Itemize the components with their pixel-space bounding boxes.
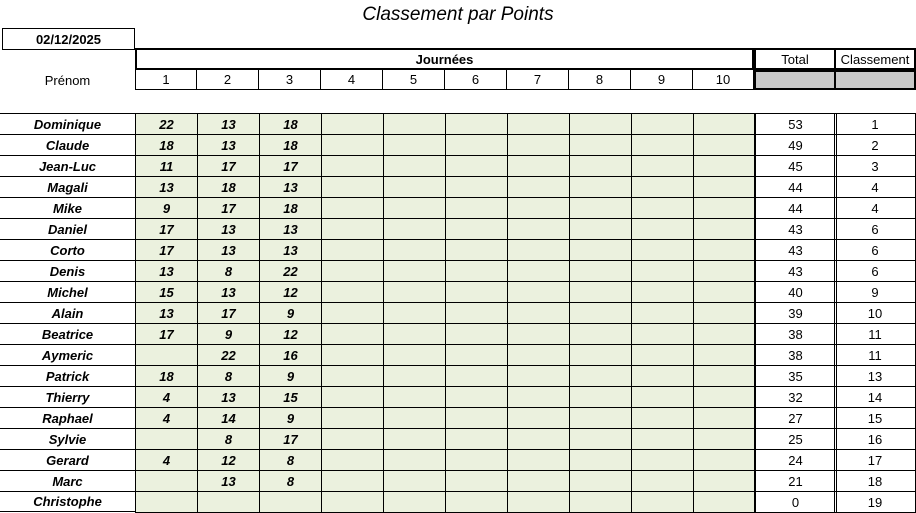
score-cell-day-2[interactable]: 13 xyxy=(197,239,260,261)
score-cell-day-8[interactable] xyxy=(569,155,632,177)
classement-header[interactable]: Classement xyxy=(834,48,916,70)
score-cell-day-1[interactable]: 9 xyxy=(135,197,198,219)
score-cell-day-6[interactable] xyxy=(445,176,508,198)
score-cell-day-5[interactable] xyxy=(383,491,446,513)
player-name[interactable]: Michel xyxy=(0,281,135,302)
score-cell-day-1[interactable]: 17 xyxy=(135,239,198,261)
score-cell-day-6[interactable] xyxy=(445,281,508,303)
score-cell-day-7[interactable] xyxy=(507,218,570,240)
score-cell-day-8[interactable] xyxy=(569,134,632,156)
score-cell-day-10[interactable] xyxy=(693,449,756,471)
score-cell-day-9[interactable] xyxy=(631,386,694,408)
total-cell[interactable]: 43 xyxy=(754,260,837,282)
score-cell-day-10[interactable] xyxy=(693,386,756,408)
score-cell-day-8[interactable] xyxy=(569,386,632,408)
score-cell-day-7[interactable] xyxy=(507,344,570,366)
score-cell-day-2[interactable]: 18 xyxy=(197,176,260,198)
sheet-title: Classement par Points xyxy=(362,4,554,25)
rank-cell[interactable]: 3 xyxy=(834,155,916,177)
score-cell-day-2[interactable]: 13 xyxy=(197,113,260,135)
player-name[interactable]: Raphael xyxy=(0,407,135,428)
table-row xyxy=(0,176,916,197)
total-cell[interactable]: 24 xyxy=(754,449,837,471)
score-cell-day-4[interactable] xyxy=(321,302,384,324)
score-cell-day-7[interactable] xyxy=(507,281,570,303)
score-cell-day-2[interactable]: 13 xyxy=(197,218,260,240)
score-cell-day-1[interactable] xyxy=(135,344,198,366)
score-cell-day-5[interactable] xyxy=(383,449,446,471)
day-header-4[interactable]: 4 xyxy=(321,70,383,90)
score-cell-day-3[interactable]: 17 xyxy=(259,155,322,177)
journees-header[interactable]: Journées xyxy=(135,48,754,70)
score-cell-day-3[interactable]: 12 xyxy=(259,323,322,345)
score-cell-day-9[interactable] xyxy=(631,365,694,387)
score-cell-day-1[interactable] xyxy=(135,470,198,492)
rank-cell[interactable]: 6 xyxy=(834,239,916,261)
total-cell[interactable]: 53 xyxy=(754,113,837,135)
rank-cell[interactable]: 2 xyxy=(834,134,916,156)
rank-cell[interactable]: 10 xyxy=(834,302,916,324)
score-cell-day-5[interactable] xyxy=(383,218,446,240)
total-cell[interactable]: 49 xyxy=(754,134,837,156)
score-cell-day-8[interactable] xyxy=(569,113,632,135)
score-cell-day-1[interactable]: 4 xyxy=(135,407,198,429)
score-cell-day-8[interactable] xyxy=(569,176,632,198)
table-row xyxy=(0,323,916,344)
score-cell-day-5[interactable] xyxy=(383,134,446,156)
score-cell-day-3[interactable]: 18 xyxy=(259,113,322,135)
score-cell-day-6[interactable] xyxy=(445,134,508,156)
total-cell[interactable]: 27 xyxy=(754,407,837,429)
score-cell-day-10[interactable] xyxy=(693,491,756,513)
score-cell-day-2[interactable]: 9 xyxy=(197,323,260,345)
score-cell-day-3[interactable]: 22 xyxy=(259,260,322,282)
score-cell-day-8[interactable] xyxy=(569,428,632,450)
score-cell-day-9[interactable] xyxy=(631,344,694,366)
day-header-6[interactable]: 6 xyxy=(445,70,507,90)
day-header-1[interactable]: 1 xyxy=(135,70,197,90)
score-cell-day-4[interactable] xyxy=(321,239,384,261)
score-cell-day-4[interactable] xyxy=(321,176,384,198)
score-cell-day-6[interactable] xyxy=(445,365,508,387)
score-cell-day-5[interactable] xyxy=(383,281,446,303)
score-cell-day-9[interactable] xyxy=(631,197,694,219)
score-cell-day-7[interactable] xyxy=(507,365,570,387)
date-cell[interactable]: 02/12/2025 xyxy=(2,28,135,50)
score-cell-day-5[interactable] xyxy=(383,197,446,219)
rank-cell[interactable]: 1 xyxy=(834,113,916,135)
score-cell-day-5[interactable] xyxy=(383,113,446,135)
score-cell-day-4[interactable] xyxy=(321,449,384,471)
score-cell-day-8[interactable] xyxy=(569,470,632,492)
score-cell-day-6[interactable] xyxy=(445,491,508,513)
score-cell-day-6[interactable] xyxy=(445,428,508,450)
score-cell-day-1[interactable]: 4 xyxy=(135,449,198,471)
score-cell-day-10[interactable] xyxy=(693,218,756,240)
score-cell-day-5[interactable] xyxy=(383,386,446,408)
rank-cell[interactable]: 13 xyxy=(834,365,916,387)
score-cell-day-2[interactable]: 8 xyxy=(197,428,260,450)
score-cell-day-8[interactable] xyxy=(569,365,632,387)
score-cell-day-9[interactable] xyxy=(631,407,694,429)
rank-cell[interactable]: 17 xyxy=(834,449,916,471)
score-cell-day-1[interactable]: 13 xyxy=(135,260,198,282)
total-cell[interactable]: 44 xyxy=(754,176,837,198)
table-row xyxy=(0,470,916,491)
score-cell-day-10[interactable] xyxy=(693,239,756,261)
table-row xyxy=(0,407,916,428)
score-cell-day-5[interactable] xyxy=(383,407,446,429)
score-cell-day-1[interactable]: 13 xyxy=(135,176,198,198)
table-row xyxy=(0,281,916,302)
score-cell-day-8[interactable] xyxy=(569,302,632,324)
score-cell-day-9[interactable] xyxy=(631,155,694,177)
rank-cell[interactable]: 16 xyxy=(834,428,916,450)
rank-cell[interactable]: 19 xyxy=(834,491,916,513)
score-cell-day-4[interactable] xyxy=(321,365,384,387)
score-cell-day-4[interactable] xyxy=(321,428,384,450)
score-cell-day-4[interactable] xyxy=(321,218,384,240)
score-cell-day-9[interactable] xyxy=(631,134,694,156)
score-cell-day-1[interactable]: 11 xyxy=(135,155,198,177)
score-cell-day-3[interactable]: 18 xyxy=(259,197,322,219)
score-cell-day-4[interactable] xyxy=(321,134,384,156)
score-cell-day-9[interactable] xyxy=(631,428,694,450)
day-header-7[interactable]: 7 xyxy=(507,70,569,90)
score-cell-day-1[interactable]: 13 xyxy=(135,302,198,324)
rank-cell[interactable]: 18 xyxy=(834,470,916,492)
table-row xyxy=(0,197,916,218)
score-cell-day-7[interactable] xyxy=(507,260,570,282)
table-row xyxy=(0,386,916,407)
score-cell-day-6[interactable] xyxy=(445,302,508,324)
score-cell-day-1[interactable]: 17 xyxy=(135,323,198,345)
score-cell-day-4[interactable] xyxy=(321,344,384,366)
day-header-8[interactable]: 8 xyxy=(569,70,631,90)
total-cell[interactable]: 44 xyxy=(754,197,837,219)
total-cell[interactable]: 32 xyxy=(754,386,837,408)
score-cell-day-7[interactable] xyxy=(507,197,570,219)
player-name[interactable]: Patrick xyxy=(0,365,135,386)
prenom-header[interactable]: Prénom xyxy=(44,72,91,88)
score-cell-day-6[interactable] xyxy=(445,197,508,219)
score-cell-day-6[interactable] xyxy=(445,344,508,366)
player-name[interactable]: Claude xyxy=(0,134,135,155)
score-cell-day-4[interactable] xyxy=(321,407,384,429)
score-cell-day-7[interactable] xyxy=(507,134,570,156)
score-cell-day-10[interactable] xyxy=(693,281,756,303)
score-cell-day-8[interactable] xyxy=(569,260,632,282)
score-cell-day-9[interactable] xyxy=(631,323,694,345)
score-cell-day-3[interactable]: 9 xyxy=(259,365,322,387)
score-cell-day-8[interactable] xyxy=(569,491,632,513)
score-cell-day-3[interactable]: 16 xyxy=(259,344,322,366)
score-cell-day-10[interactable] xyxy=(693,344,756,366)
score-cell-day-10[interactable] xyxy=(693,197,756,219)
score-cell-day-9[interactable] xyxy=(631,113,694,135)
total-cell[interactable]: 25 xyxy=(754,428,837,450)
score-cell-day-6[interactable] xyxy=(445,407,508,429)
score-cell-day-7[interactable] xyxy=(507,323,570,345)
score-cell-day-6[interactable] xyxy=(445,260,508,282)
table-row xyxy=(0,113,916,134)
score-cell-day-8[interactable] xyxy=(569,197,632,219)
score-cell-day-8[interactable] xyxy=(569,281,632,303)
day-header-5[interactable]: 5 xyxy=(383,70,445,90)
rank-cell[interactable]: 4 xyxy=(834,176,916,198)
score-cell-day-4[interactable] xyxy=(321,281,384,303)
score-cell-day-2[interactable]: 13 xyxy=(197,470,260,492)
score-cell-day-9[interactable] xyxy=(631,239,694,261)
day-header-9[interactable]: 9 xyxy=(631,70,693,90)
score-cell-day-3[interactable]: 13 xyxy=(259,218,322,240)
player-name[interactable]: Thierry xyxy=(0,386,135,407)
table-row xyxy=(0,491,916,512)
rank-cell[interactable]: 11 xyxy=(834,323,916,345)
score-cell-day-4[interactable] xyxy=(321,323,384,345)
score-cell-day-3[interactable]: 9 xyxy=(259,407,322,429)
score-cell-day-8[interactable] xyxy=(569,239,632,261)
score-cell-day-2[interactable]: 13 xyxy=(197,281,260,303)
score-cell-day-5[interactable] xyxy=(383,323,446,345)
score-cell-day-10[interactable] xyxy=(693,134,756,156)
score-cell-day-8[interactable] xyxy=(569,218,632,240)
score-cell-day-10[interactable] xyxy=(693,155,756,177)
score-cell-day-1[interactable]: 15 xyxy=(135,281,198,303)
table-row xyxy=(0,365,916,386)
score-cell-day-5[interactable] xyxy=(383,302,446,324)
score-cell-day-9[interactable] xyxy=(631,176,694,198)
score-cell-day-8[interactable] xyxy=(569,323,632,345)
score-cell-day-10[interactable] xyxy=(693,176,756,198)
score-cell-day-10[interactable] xyxy=(693,260,756,282)
table-row xyxy=(0,134,916,155)
rank-cell[interactable]: 6 xyxy=(834,260,916,282)
score-cell-day-2[interactable] xyxy=(197,491,260,513)
total-cell[interactable]: 43 xyxy=(754,239,837,261)
score-cell-day-9[interactable] xyxy=(631,302,694,324)
player-name[interactable]: Sylvie xyxy=(0,428,135,449)
player-name[interactable]: Aymeric xyxy=(0,344,135,365)
score-cell-day-2[interactable]: 22 xyxy=(197,344,260,366)
total-cell[interactable]: 43 xyxy=(754,218,837,240)
total-cell[interactable]: 0 xyxy=(754,491,837,513)
score-cell-day-3[interactable]: 9 xyxy=(259,302,322,324)
score-cell-day-2[interactable]: 13 xyxy=(197,386,260,408)
table-row xyxy=(0,218,916,239)
score-cell-day-5[interactable] xyxy=(383,344,446,366)
table-row xyxy=(0,239,916,260)
rank-cell[interactable]: 6 xyxy=(834,218,916,240)
score-cell-day-4[interactable] xyxy=(321,491,384,513)
score-cell-day-10[interactable] xyxy=(693,428,756,450)
table-row xyxy=(0,260,916,281)
score-cell-day-6[interactable] xyxy=(445,239,508,261)
player-name[interactable]: Denis xyxy=(0,260,135,281)
total-cell[interactable]: 40 xyxy=(754,281,837,303)
player-name[interactable]: Magali xyxy=(0,176,135,197)
table-row xyxy=(0,155,916,176)
score-cell-day-8[interactable] xyxy=(569,344,632,366)
player-name[interactable]: Christophe xyxy=(0,491,135,512)
rank-cell[interactable]: 9 xyxy=(834,281,916,303)
score-cell-day-2[interactable]: 8 xyxy=(197,365,260,387)
score-cell-day-9[interactable] xyxy=(631,491,694,513)
total-cell[interactable]: 45 xyxy=(754,155,837,177)
score-cell-day-9[interactable] xyxy=(631,449,694,471)
table-row xyxy=(0,302,916,323)
score-cell-day-7[interactable] xyxy=(507,449,570,471)
player-name[interactable]: Jean-Luc xyxy=(0,155,135,176)
score-cell-day-3[interactable]: 8 xyxy=(259,449,322,471)
score-cell-day-1[interactable]: 22 xyxy=(135,113,198,135)
score-cell-day-1[interactable]: 4 xyxy=(135,386,198,408)
score-cell-day-4[interactable] xyxy=(321,155,384,177)
score-cell-day-9[interactable] xyxy=(631,260,694,282)
rank-cell[interactable]: 11 xyxy=(834,344,916,366)
rank-cell[interactable]: 4 xyxy=(834,197,916,219)
score-cell-day-7[interactable] xyxy=(507,176,570,198)
player-name[interactable]: Alain xyxy=(0,302,135,323)
score-cell-day-8[interactable] xyxy=(569,449,632,471)
score-cell-day-7[interactable] xyxy=(507,113,570,135)
score-cell-day-1[interactable]: 17 xyxy=(135,218,198,240)
score-cell-day-2[interactable]: 8 xyxy=(197,260,260,282)
score-cell-day-3[interactable]: 12 xyxy=(259,281,322,303)
score-cell-day-4[interactable] xyxy=(321,113,384,135)
score-cell-day-9[interactable] xyxy=(631,470,694,492)
score-cell-day-5[interactable] xyxy=(383,260,446,282)
score-cell-day-7[interactable] xyxy=(507,239,570,261)
score-cell-day-1[interactable]: 18 xyxy=(135,365,198,387)
score-cell-day-3[interactable]: 18 xyxy=(259,134,322,156)
score-cell-day-7[interactable] xyxy=(507,386,570,408)
score-cell-day-7[interactable] xyxy=(507,407,570,429)
score-cell-day-7[interactable] xyxy=(507,491,570,513)
score-cell-day-2[interactable]: 17 xyxy=(197,197,260,219)
score-cell-day-2[interactable]: 17 xyxy=(197,302,260,324)
total-cell[interactable]: 35 xyxy=(754,365,837,387)
day-header-3[interactable]: 3 xyxy=(259,70,321,90)
player-name[interactable]: Mike xyxy=(0,197,135,218)
score-cell-day-4[interactable] xyxy=(321,386,384,408)
day-header-10[interactable]: 10 xyxy=(693,70,754,90)
score-cell-day-4[interactable] xyxy=(321,260,384,282)
score-cell-day-9[interactable] xyxy=(631,218,694,240)
total-cell[interactable]: 21 xyxy=(754,470,837,492)
total-cell[interactable]: 39 xyxy=(754,302,837,324)
score-cell-day-3[interactable]: 8 xyxy=(259,470,322,492)
score-cell-day-3[interactable] xyxy=(259,491,322,513)
rank-cell[interactable]: 15 xyxy=(834,407,916,429)
score-cell-day-1[interactable] xyxy=(135,491,198,513)
score-cell-day-1[interactable] xyxy=(135,428,198,450)
score-cell-day-10[interactable] xyxy=(693,470,756,492)
score-cell-day-1[interactable]: 18 xyxy=(135,134,198,156)
score-cell-day-4[interactable] xyxy=(321,470,384,492)
player-name[interactable]: Dominique xyxy=(0,113,135,134)
score-cell-day-2[interactable]: 13 xyxy=(197,134,260,156)
score-cell-day-5[interactable] xyxy=(383,176,446,198)
score-cell-day-3[interactable]: 13 xyxy=(259,239,322,261)
score-cell-day-6[interactable] xyxy=(445,323,508,345)
player-name[interactable]: Corto xyxy=(0,239,135,260)
player-name[interactable]: Beatrice xyxy=(0,323,135,344)
score-cell-day-5[interactable] xyxy=(383,239,446,261)
score-cell-day-6[interactable] xyxy=(445,449,508,471)
score-cell-day-5[interactable] xyxy=(383,470,446,492)
score-cell-day-5[interactable] xyxy=(383,155,446,177)
score-cell-day-3[interactable]: 15 xyxy=(259,386,322,408)
total-cell[interactable]: 38 xyxy=(754,344,837,366)
score-cell-day-4[interactable] xyxy=(321,197,384,219)
score-cell-day-6[interactable] xyxy=(445,113,508,135)
score-cell-day-10[interactable] xyxy=(693,323,756,345)
day-header-2[interactable]: 2 xyxy=(197,70,259,90)
score-cell-day-5[interactable] xyxy=(383,365,446,387)
score-cell-day-7[interactable] xyxy=(507,470,570,492)
column-header-row xyxy=(0,70,916,90)
score-cell-day-2[interactable]: 17 xyxy=(197,155,260,177)
score-cell-day-6[interactable] xyxy=(445,155,508,177)
player-name[interactable]: Gerard xyxy=(0,449,135,470)
score-cell-day-9[interactable] xyxy=(631,281,694,303)
score-cell-day-6[interactable] xyxy=(445,218,508,240)
score-cell-day-10[interactable] xyxy=(693,365,756,387)
score-cell-day-10[interactable] xyxy=(693,407,756,429)
score-cell-day-8[interactable] xyxy=(569,407,632,429)
score-cell-day-3[interactable]: 17 xyxy=(259,428,322,450)
score-cell-day-6[interactable] xyxy=(445,386,508,408)
score-cell-day-2[interactable]: 12 xyxy=(197,449,260,471)
score-cell-day-10[interactable] xyxy=(693,302,756,324)
score-cell-day-6[interactable] xyxy=(445,470,508,492)
score-cell-day-2[interactable]: 14 xyxy=(197,407,260,429)
score-cell-day-3[interactable]: 13 xyxy=(259,176,322,198)
score-cell-day-7[interactable] xyxy=(507,302,570,324)
table-row xyxy=(0,449,916,470)
rank-cell[interactable]: 14 xyxy=(834,386,916,408)
table-row xyxy=(0,428,916,449)
total-header[interactable]: Total xyxy=(754,48,836,70)
table-row xyxy=(0,344,916,365)
score-cell-day-7[interactable] xyxy=(507,428,570,450)
score-cell-day-7[interactable] xyxy=(507,155,570,177)
score-cell-day-5[interactable] xyxy=(383,428,446,450)
player-name[interactable]: Marc xyxy=(0,470,135,491)
score-cell-day-10[interactable] xyxy=(693,113,756,135)
player-name[interactable]: Daniel xyxy=(0,218,135,239)
total-cell[interactable]: 38 xyxy=(754,323,837,345)
